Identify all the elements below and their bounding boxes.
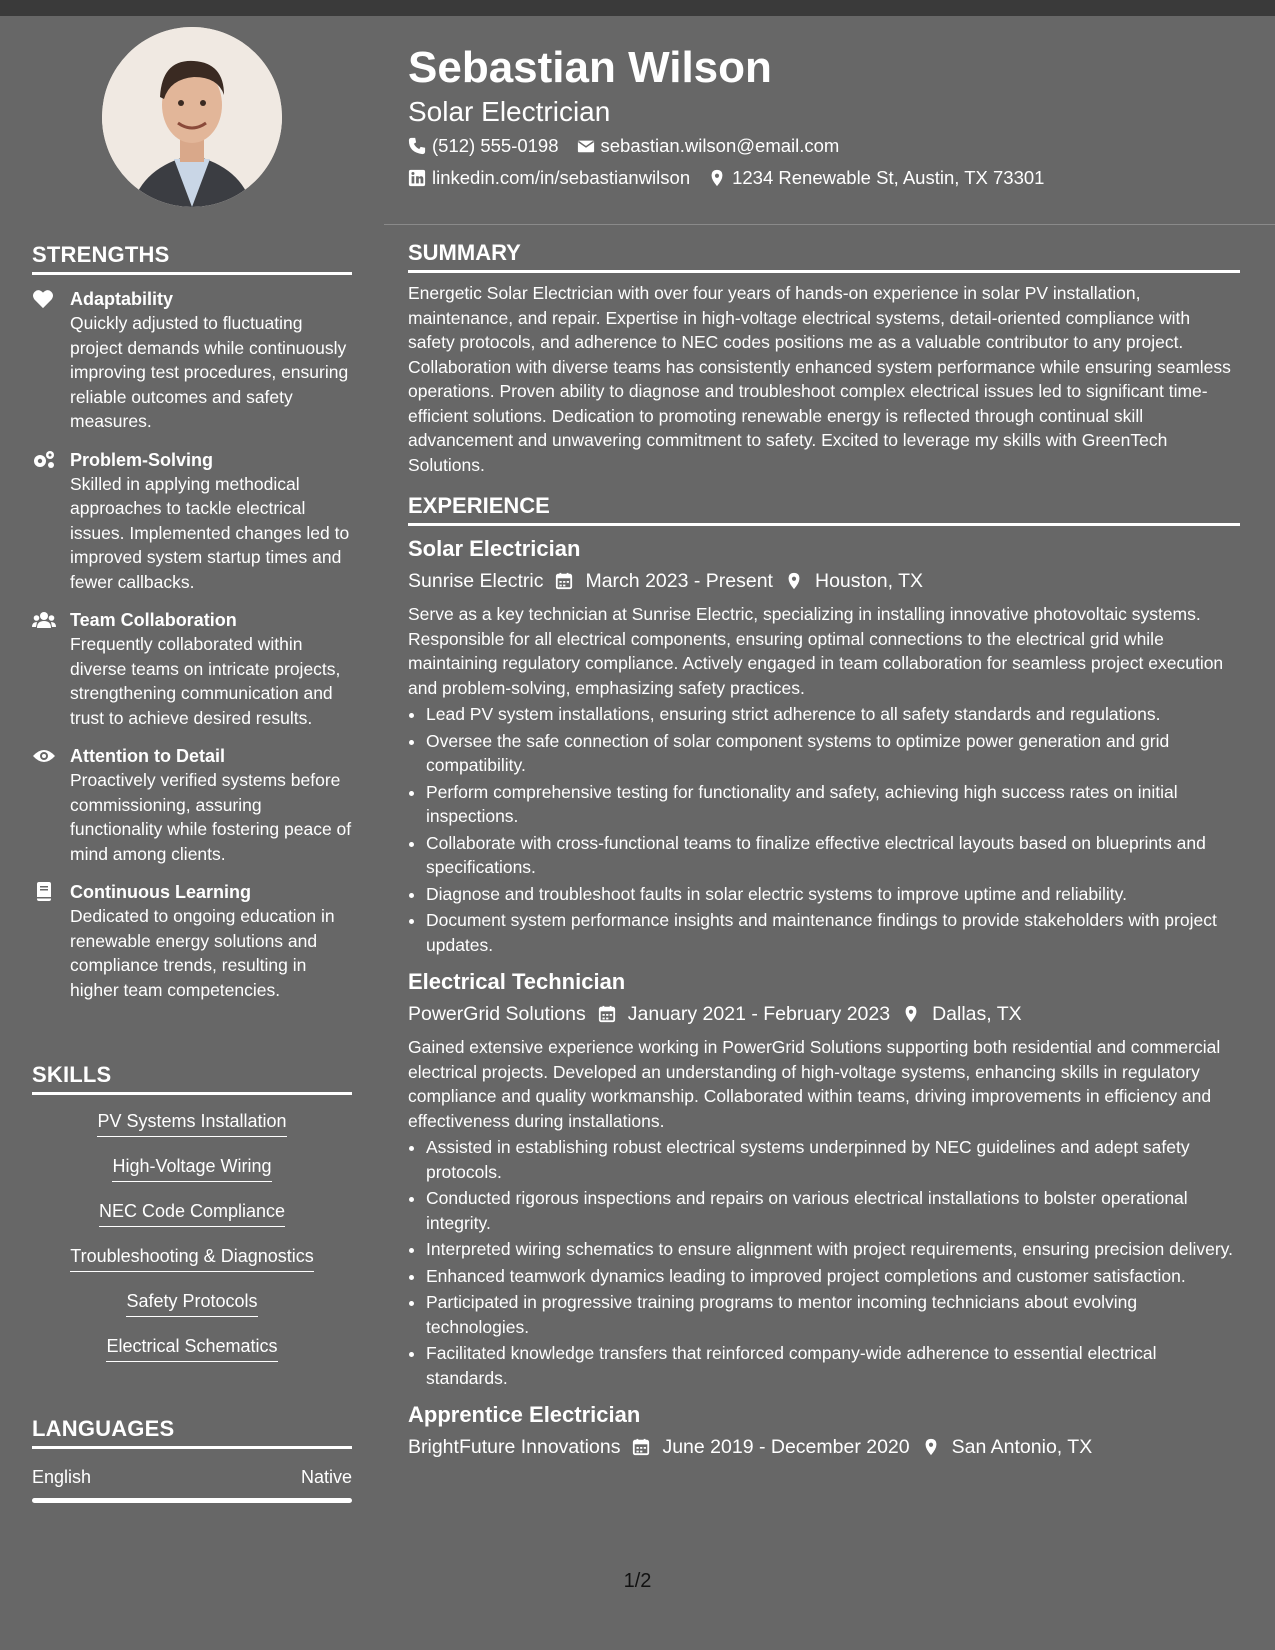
list-item: • Diagnose and troubleshoot faults in solar electric systems to improve uptime and reliability.: [426, 882, 1240, 907]
profile-photo-icon: [102, 27, 282, 207]
strength-title: Problem-Solving: [70, 449, 214, 470]
resume-header: [408, 40, 1248, 198]
list-item: • Document system performance insights and maintenance findings to provide stakeholders with project updates.: [426, 908, 1240, 957]
job-dates: June 2019 - December 2020: [662, 1436, 910, 1458]
job-location: Dallas, TX: [932, 1003, 1022, 1025]
right-column: [408, 240, 1240, 1462]
strength-item: [32, 287, 352, 434]
strength-item: [32, 608, 352, 730]
job-title: Apprentice Electrician: [408, 1402, 641, 1427]
strengths-section: [32, 242, 352, 1016]
experience-heading: EXPERIENCE: [408, 493, 1240, 526]
list-item: • Participated in progressive training programs to mentor incoming technicians about evolving technologies.: [426, 1290, 1240, 1339]
strength-item: [32, 448, 352, 595]
language-name: English: [32, 1467, 92, 1487]
job-meta: [408, 566, 1240, 596]
job-entry: [408, 1400, 1240, 1462]
strength-title: Adaptability: [70, 289, 174, 309]
eye-icon: [32, 746, 56, 766]
map-pin-icon: [902, 1005, 920, 1023]
phone-icon: [408, 137, 426, 155]
language-row: [32, 1467, 352, 1488]
heart-icon: [32, 289, 56, 309]
strengths-heading: STRENGTHS: [32, 242, 352, 275]
linkedin-text[interactable]: linkedin.com/in/sebastianwilson: [432, 167, 691, 188]
candidate-name: Sebastian Wilson: [408, 43, 772, 92]
map-pin-icon: [708, 169, 726, 187]
strength-desc: Proactively verified systems before commissioning, assuring functionality while fostering peace of mind among clients.: [70, 770, 352, 864]
job-meta: [408, 1432, 1240, 1462]
map-pin-icon: [922, 1438, 940, 1456]
languages-heading: LANGUAGES: [32, 1416, 352, 1449]
list-item: • Assisted in establishing robust electrical systems underpinned by NEC guidelines and adept safety protocols.: [426, 1135, 1240, 1184]
page-number: 1/2: [623, 1570, 652, 1592]
job-dates: March 2023 - Present: [585, 570, 773, 592]
skill-item: High-Voltage Wiring: [112, 1154, 271, 1182]
top-bar: [0, 0, 1275, 16]
list-item: • Interpreted wiring schematics to ensure alignment with project requirements, ensuring precision delivery.: [426, 1237, 1240, 1262]
contact-info: [408, 134, 1248, 190]
email-contact[interactable]: [577, 134, 840, 158]
strength-desc: Dedicated to ongoing education in renewable energy solutions and compliance trends, resulting in higher team competencies.: [70, 906, 335, 1000]
envelope-icon: [577, 137, 595, 155]
job-title: Electrical Technician: [408, 969, 626, 994]
job-bullets: [408, 702, 1240, 957]
strength-desc: Skilled in applying methodical approaches to tackle electrical issues. Implemented changes led to improved system startup times and fewer callbacks.: [70, 473, 350, 592]
linkedin-contact[interactable]: [408, 166, 690, 190]
list-item: • Oversee the safe connection of solar component systems to optimize power generation and grid compatibility.: [426, 729, 1240, 778]
job-location: San Antonio, TX: [951, 1436, 1093, 1458]
phone-contact: [408, 134, 559, 158]
job-entry: [408, 534, 1240, 957]
calendar-icon: [555, 572, 573, 590]
job-company: Sunrise Electric: [408, 570, 544, 592]
calendar-icon: [632, 1438, 650, 1456]
summary-text: Energetic Solar Electrician with over four years of hands-on experience in solar PV installation, maintenance, and repair. Expertise in high-voltage electrical systems, detail-oriented compliance with safety protocols, and adherence to NEC codes positions me as a valuable contributor to any project. Collaboration with diverse teams has consistently enhanced system performance while ensuring seamless operations. Proven ability to diagnose and troubleshoot complex electrical issues led to significant time-efficient solutions. Dedication to promoting renewable energy is reflected through continual skill advancement and unwavering commitment to safety. Excited to leverage my skills with GreenTech Solutions.: [408, 283, 1231, 475]
job-title: Solar Electrician: [408, 536, 581, 561]
job-company: BrightFuture Innovations: [408, 1436, 621, 1458]
list-item: • Lead PV system installations, ensuring strict adherence to all safety standards and regulations.: [426, 702, 1240, 727]
strength-item: [32, 744, 352, 866]
job-entry: [408, 967, 1240, 1390]
header-divider: [384, 224, 1275, 225]
job-description: Serve as a key technician at Sunrise Electric, specializing in installing innovative photovoltaic systems. Responsible for all electrical components, ensuring optimal connections to the electrical grid while maintaining regulatory compliance. Actively engaged in team collaboration for seamless project execution and problem-solving, emphasizing safety practices.: [408, 604, 1224, 698]
address-contact: [708, 166, 1044, 190]
email-text[interactable]: sebastian.wilson@email.com: [600, 135, 840, 156]
job-description: Gained extensive experience working in PowerGrid Solutions supporting both residential and commercial electrical projects. Developed an understanding of high-voltage systems, enhancing skills in regulatory compliance and quality workmanship. Collaborated within teams, driving improvements in efficiency and effectiveness during installations.: [408, 1037, 1221, 1131]
users-icon: [32, 610, 56, 630]
list-item: • Collaborate with cross-functional teams to finalize effective electrical layouts based on blueprints and specifications.: [426, 831, 1240, 880]
language-level: Native: [300, 1467, 352, 1487]
strength-title: Team Collaboration: [70, 610, 237, 630]
list-item: • Perform comprehensive testing for functionality and safety, achieving high success rates on initial inspections.: [426, 780, 1240, 829]
job-company: PowerGrid Solutions: [408, 1003, 586, 1025]
avatar: [102, 27, 282, 207]
strength-title: Attention to Detail: [70, 746, 225, 766]
book-icon: [32, 882, 56, 902]
list-item: • Enhanced teamwork dynamics leading to improved project completions and customer satisfaction.: [426, 1264, 1240, 1289]
strength-desc: Frequently collaborated within diverse teams on intricate projects, strengthening communication and trust to achieve desired results.: [70, 634, 341, 728]
skill-item: Electrical Schematics: [106, 1334, 277, 1362]
map-pin-icon: [785, 572, 803, 590]
strength-item: [32, 880, 352, 1002]
phone-text: (512) 555-0198: [432, 135, 559, 156]
skill-item: PV Systems Installation: [97, 1109, 286, 1137]
summary-heading: SUMMARY: [408, 240, 1240, 273]
linkedin-icon: [408, 169, 426, 187]
list-item: • Facilitated knowledge transfers that reinforced company-wide adherence to essential electrical standards.: [426, 1341, 1240, 1390]
skills-section: [32, 1062, 352, 1379]
list-item: • Conducted rigorous inspections and repairs on various electrical installations to bolster operational integrity.: [426, 1186, 1240, 1235]
skills-heading: SKILLS: [32, 1062, 352, 1095]
skill-item: Troubleshooting & Diagnostics: [70, 1244, 313, 1272]
languages-section: [32, 1416, 352, 1503]
address-text: 1234 Renewable St, Austin, TX 73301: [732, 167, 1045, 188]
job-dates: January 2021 - February 2023: [627, 1003, 891, 1025]
gears-icon: [32, 450, 56, 470]
language-proficiency-bar: [32, 1498, 352, 1503]
candidate-title: Solar Electrician: [408, 96, 611, 127]
job-meta: [408, 999, 1240, 1029]
skill-item: NEC Code Compliance: [99, 1199, 285, 1227]
calendar-icon: [598, 1005, 616, 1023]
strength-title: Continuous Learning: [70, 882, 251, 902]
job-location: Houston, TX: [814, 570, 924, 592]
job-bullets: [408, 1135, 1240, 1390]
strength-desc: Quickly adjusted to fluctuating project demands while continuously improving test procedures, ensuring reliable outcomes and safety measures.: [70, 313, 349, 431]
skill-item: Safety Protocols: [126, 1289, 257, 1317]
